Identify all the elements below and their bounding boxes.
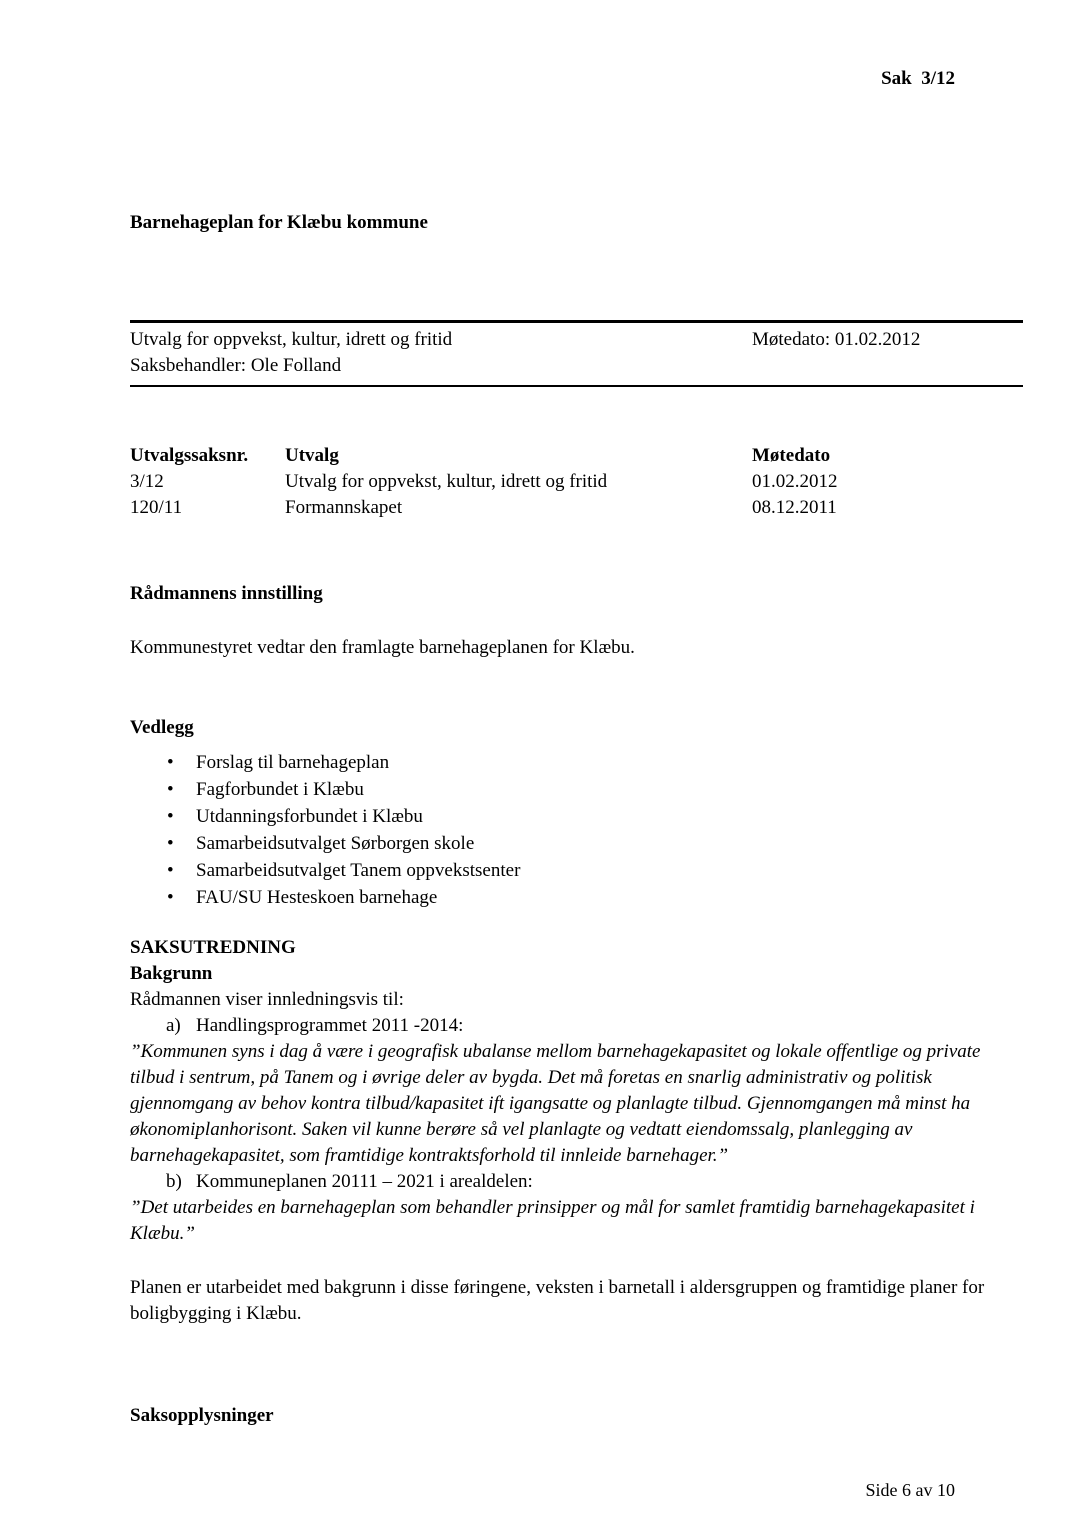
- case-table-cell: 01.02.2012: [752, 471, 838, 492]
- case-table-cell: Utvalg for oppvekst, kultur, idrett og fritid: [285, 471, 608, 492]
- item-b-text: Kommuneplanen 20111 – 2021 i arealdelen:: [196, 1171, 533, 1192]
- committee-header-row: [130, 327, 1023, 353]
- page-number: Side 6 av 10: [865, 1480, 955, 1500]
- closing-paragraph: Planen er utarbeidet med bakgrunn i disse føringene, veksten i barnetall i aldersgruppen og framtidige planer for boligbygging i Klæbu.: [130, 1277, 985, 1324]
- case-table-cell: 3/12: [130, 471, 164, 492]
- case-table: [130, 443, 1023, 521]
- committee-header-block: [130, 320, 1023, 387]
- case-table-header: Utvalg: [285, 445, 339, 466]
- recommendation-body: Kommunestyret vedtar den framlagte barnehageplanen for Klæbu.: [130, 637, 635, 658]
- case-table-cell: 120/11: [130, 497, 183, 518]
- recommendation-heading: Rådmannens innstilling: [130, 583, 323, 604]
- caseworker-line: Saksbehandler: Ole Folland: [130, 355, 342, 376]
- list-item-text: Samarbeidsutvalget Sørborgen skole: [196, 833, 475, 854]
- item-b: [130, 1169, 1023, 1195]
- list-item-text: Samarbeidsutvalget Tanem oppvekstsenter: [196, 860, 521, 881]
- list-item-text: Forslag til barnehageplan: [196, 752, 390, 773]
- list-item: [130, 776, 1023, 803]
- background-subheading: Bakgrunn: [130, 963, 213, 984]
- case-table-header: Møtedato: [752, 445, 831, 466]
- item-a-letter: a): [166, 1015, 181, 1036]
- case-info-heading: Saksopplysninger: [130, 1405, 274, 1426]
- case-table-header: Utvalgssaksnr.: [130, 445, 249, 466]
- item-b-letter: b): [166, 1171, 182, 1192]
- list-item-text: Fagforbundet i Klæbu: [196, 779, 364, 800]
- list-item: [130, 857, 1023, 884]
- bullet-icon: •: [167, 860, 174, 881]
- case-reference: Sak 3/12: [881, 68, 955, 89]
- bullet-icon: •: [167, 833, 174, 854]
- item-a: [130, 1013, 1023, 1039]
- list-item-text: FAU/SU Hesteskoen barnehage: [196, 887, 438, 908]
- list-item: [130, 830, 1023, 857]
- attachments-list: [130, 749, 1023, 911]
- case-table-cell: Formannskapet: [285, 497, 403, 518]
- bullet-icon: •: [167, 779, 174, 800]
- assessment-heading: SAKSUTREDNING: [130, 937, 296, 958]
- bullet-icon: •: [167, 806, 174, 827]
- item-a-text: Handlingsprogrammet 2011 -2014:: [196, 1015, 464, 1036]
- list-item: [130, 884, 1023, 911]
- document-title: Barnehageplan for Klæbu kommune: [130, 212, 428, 233]
- bullet-icon: •: [167, 887, 174, 908]
- meeting-date: Møtedato: 01.02.2012: [752, 329, 921, 350]
- background-intro: Rådmannen viser innledningsvis til:: [130, 989, 404, 1010]
- list-item-text: Utdanningsforbundet i Klæbu: [196, 806, 423, 827]
- list-item: [130, 749, 1023, 776]
- committee-name: Utvalg for oppvekst, kultur, idrett og fritid: [130, 329, 453, 350]
- case-table-cell: 08.12.2011: [752, 497, 837, 518]
- attachments-heading: Vedlegg: [130, 717, 194, 738]
- quote-handlingsprogram: ”Kommunen syns i dag å være i geografisk ubalanse mellom barnehagekapasitet og lokale offentlige og private tilbud i sentrum, på Tanem og i øvrige deler av bygda. Det må foretas en snarlig administrativ og politisk gjennomgang av behov kontra tilbud/kapasitet ift igangsatte og planlagte tilbud. Gjennomgangen må minst ha økonomiplanhorisont. Saken vil kunne berøre så vel planlagte og vedtatt eiendomssalg, planlegging av barnehagekapasitet, som framtidige kontraktsforhold til innleide barnehager.”: [130, 1041, 981, 1166]
- quote-kommuneplan: ”Det utarbeides en barnehageplan som behandler prinsipper og mål for samlet framtidig barnehagekapasitet i Klæbu.”: [130, 1197, 975, 1244]
- bullet-icon: •: [167, 752, 174, 773]
- list-item: [130, 803, 1023, 830]
